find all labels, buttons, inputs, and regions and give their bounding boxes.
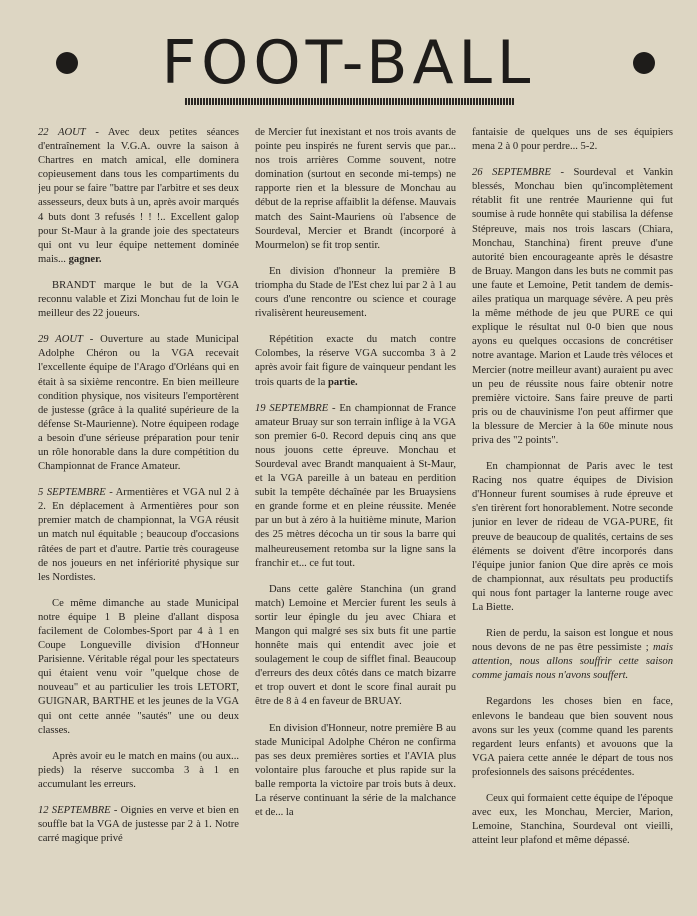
emphasis-text: gagner.: [65, 253, 102, 265]
paragraph-text: - Armentières et VGA nul 2 à 2. En déplacement à Armentières pour son premier match de championnat, la VGA réusit un match nul équitable ; beaucoup d'occasions râtées de part et d'autre. Partie très courageuse de nos joueurs en net infériorité physique sur les Nordistes.: [38, 487, 239, 583]
article-paragraph: [472, 695, 673, 780]
page-title: FOOT-BALL: [161, 28, 536, 98]
paragraph-text: Dans cette galère Stanchina (un grand match) Lemoine et Mercier furent les seuls à sortir leur épingle du jeu avec Chiara et Mangon qui malgré ses six buts fit une partie honnête mais qui entendit avec joie et soulagement le coup de sifflet final. Beaucoup d'erreurs des deux côtés dans ce match bizarre et trop ouvert et dont le score final aurait pu être de 8 à 4 en faveur de BRUAY.: [255, 583, 456, 708]
date-heading: 5 SEPTEMBRE: [38, 487, 106, 499]
emphasis-text: partie.: [325, 376, 358, 388]
article-paragraph: [38, 279, 239, 321]
date-heading: 12 SEPTEMBRE: [38, 805, 111, 817]
paragraph-text: En championnat de Paris avec le test Racing nos quatre équipes de Division d'Honneur furent soumises à rude épreuve et s'en tirèrent fort honorablement. Notre seconde junior en lever de rideau de VGA-PURE, fit preuve de beaucoup de qualités, certains de ses éléments se doivent d'être incorporés dans l'équipe junior fanion Que dire après ce mois de championnat, aux résultats peu productifs qui nous font partager la lanterne rouge avec La Biette.: [472, 461, 673, 613]
article-paragraph: [472, 627, 673, 683]
left-bullet-ornament: [56, 52, 78, 74]
paragraph-text: Regardons les choses bien en face, enlevons le bandeau que bien souvent nous avons sur les yeux (comme quand les parents regardent leurs enfants) et avouons que la VGA paiera cette année le départ de tous nos profesionnels des saisons précédentes.: [472, 696, 673, 778]
paragraph-text: BRANDT marque le but de la VGA reconnu valable et Zizi Monchau fut de loin le meilleur des 22 joueurs.: [38, 279, 239, 320]
paragraph-text: - Sourdeval et Vankin blessés, Monchau bien qu'incomplètement rétablit fit une rentrée Maurienne qui fut soumise à rude honnête qui stabilisa la défense Stépreuve, mais nos trois lascars (Chiara, Monchau, Stanchina) firent preuve d'une autorité bien encourageante après le désastre de Bruay. Mangon dans les buts ne commit pas une faute et Lemoine, Petit tandem de demis-ailes pratiqua un marquage sévère. A peu près la même méthode de jeu que PURE ce qui explique le résultat nul 0-0 bien que nous ayons eu quelques occasions de concrétiser notre avantage. Marion et Laude très véloces et Mercier (notre meilleur avant) auraient pu avec un peu de réussite nous faire obtenir notre première victoire. Sans faire preuve de parti pris ou de chauvinisme l'on peut affirmer que la blessure de Mercier à la 60e minute nous priva des "2 points".: [472, 167, 673, 446]
paragraph-text: En division d'Honneur, notre première B au stade Municipal Adolphe Chéron ne confirma pas ses deux premières sorties et l'AVIA plus volontaire plus farouche et plus rapide sur la balle remporta la victoire par trois buts à deux. La réserve continuant la série de la malchance et de... la: [255, 722, 456, 819]
article-paragraph: [472, 460, 673, 615]
paragraph-text: Ce même dimanche au stade Municipal notre équipe 1 B pleine d'allant disposa facilement de Colombes-Sport par 4 à 1 en Coupe Longueville division d'Honneur Parisienne. Véritable régal pour les spectateurs qui étaient venu voir "quelque chose de nouveau" et au particulier les trois LETORT, GUIGNAR, BARTHE et les jeunes de la VGA qui ont cette année "sautés" une ou deux classes.: [38, 597, 239, 736]
paragraph-text: Répétition exacte du match contre Colombes, la réserve VGA succomba 3 à 2 après avoir fait figure de vainqueur pendant les trois quarts de la: [255, 334, 456, 388]
paragraph-text: - En championnat de France amateur Bruay sur son terrain inflige à la VGA son premier 6-0. Record depuis cinq ans que nous jouons cette épreuve. Monchau et Sourdeval avec Brandt manquaient à St-Maur, et la VGA pareille à un bateau en perdition subit la tempête déchaînée par les Bruaysiens en grande forme et en pleine réussite. Menée par un but à zéro à la huitième minute, Marion des 25 mètres décocha un tir sous la barre qui malheureusement retomba sur la ligne sans la franchir et... ce fut tout.: [255, 402, 456, 569]
italic-emphasis-text: mais attention, nous allons souffrir cette saison comme jamais nous n'avons souffert.: [472, 642, 673, 682]
date-heading: 26 SEPTEMBRE: [472, 167, 551, 179]
date-heading: 19 SEPTEMBRE: [255, 402, 329, 414]
column-1: [38, 126, 239, 911]
article-paragraph: [38, 750, 239, 792]
article-paragraph: [38, 804, 239, 846]
article-paragraph: [255, 265, 456, 321]
article-paragraph: [38, 333, 239, 474]
date-heading: 22 AOUT: [38, 127, 86, 138]
paragraph-text: - Oignies en verve et bien en souffle bat la VGA de justesse par 2 à 1. Notre carré magique privé: [38, 805, 239, 845]
article-paragraph: [255, 402, 456, 571]
right-bullet-ornament: [633, 52, 655, 74]
paragraph-text: En division d'honneur la première B triompha du Stade de l'Est chez lui par 2 à 1 au cours d'une rencontre ou science et courage rivalisèrent heureusement.: [255, 265, 456, 320]
paragraph-text: Ceux qui formaient cette équipe de l'époque avec eux, les Monchau, Mercier, Marion, Lemoine, Stanchina, Sourdeval ont vieilli, atteint leur plafond et même dépassé.: [472, 793, 673, 847]
title-underline-rule: [185, 98, 515, 105]
article-paragraph: [255, 722, 456, 821]
paragraph-text: - Avec deux petites séances d'entraînement la V.G.A. ouvre la saison à Chartres en match amical, elle dominera copieusement dans tous les compartiments du jeu pour se faire "battre par l'arbitre et ses deux assesseurs, deux buts à un, après avoir marqués 4 buts dont 3 refusés ! ! !.. Excellent galop pour St-Maur à la grande joie des spectateurs qui ont vu leur équipe nettement dominée mais...: [38, 127, 239, 265]
paragraph-text: Après avoir eu le match en mains (ou aux... pieds) la réserve succomba 3 à 1 en accumulant les erreurs.: [38, 750, 239, 790]
article-paragraph: [38, 597, 239, 738]
article-paragraph: [255, 583, 456, 710]
paragraph-text: - Ouverture au stade Municipal Adolphe Chéron ou la VGA recevait l'excellente équipe de l'Arago d'Orléans qui en était à sa sixième rencontre. En bien meilleure condition physique, nos visiteurs l'emportèrent de justesse (grâce à la qualité supérieure de la défense St-Maurienne). Notre équipeen rodage a besoin d'une sérieuse préparation pour tenir un rôle honorable dans la dure compétition du Championnat de France Amateur.: [38, 334, 239, 473]
paragraph-text: Rien de perdu, la saison est longue et nous nous devons de ne pas être pessimiste ;: [472, 628, 673, 654]
article-paragraph: [472, 792, 673, 848]
paragraph-text: de Mercier fut inexistant et nos trois avants de pointe peu inspirés ne furent servis que par... nos trois arrières Comme souvent, notre domination (surtout en seconde mi-temps) ne rapporte rien et la blessure de Monchau au début de la reprise affaiblit la défense. Mauvais match des Saint-Mauriens où l'absence de Sourdeval, Mercier et Brandt (incorporé à Mourmelon) se fit trop sentir.: [255, 127, 456, 251]
article-paragraph: [255, 126, 456, 253]
column-3: [472, 126, 673, 911]
article-columns: [38, 126, 675, 911]
article-paragraph: [38, 486, 239, 585]
date-heading: 29 AOUT: [38, 334, 83, 346]
article-paragraph: [38, 126, 239, 267]
article-paragraph: [472, 126, 673, 154]
column-2: [255, 126, 456, 911]
article-paragraph: [472, 166, 673, 448]
paragraph-text: fantaisie de quelques uns de ses équipiers mena 2 à 0 pour perdre... 5-2.: [472, 127, 673, 153]
article-paragraph: [255, 333, 456, 389]
